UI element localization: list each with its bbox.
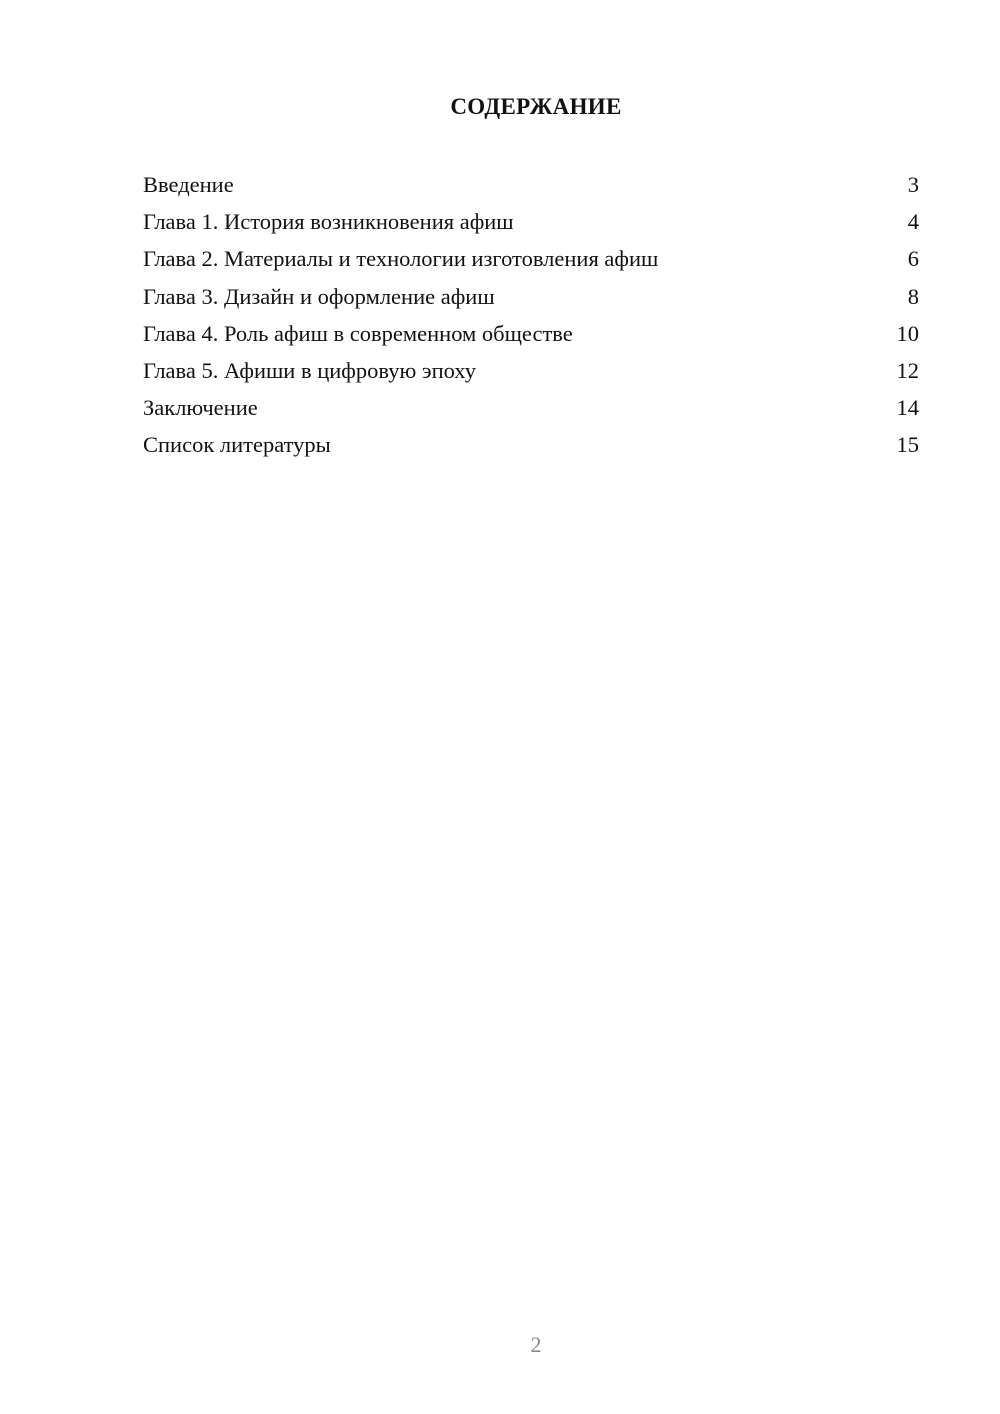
toc-entry-label: Глава 1. История возникновения афиш: [143, 209, 514, 235]
toc-entry-page: 12: [896, 357, 919, 383]
toc-entry-chapter-2: [143, 242, 919, 279]
toc-entry-page: 3: [907, 172, 919, 197]
toc-entry-page: 6: [907, 246, 919, 272]
table-of-contents: [143, 168, 919, 466]
toc-entry-chapter-4: [143, 317, 919, 354]
toc-entry-label: Заключение: [143, 395, 258, 421]
toc-entry-label: Глава 5. Афиши в цифровую эпоху: [143, 357, 476, 383]
toc-entry-chapter-1: [143, 205, 919, 242]
toc-entry-page: 8: [907, 283, 919, 309]
toc-entry-chapter-5: [143, 354, 919, 391]
toc-entry-label: Глава 2. Материалы и технологии изготовления афиш: [143, 246, 659, 272]
page-title: СОДЕРЖАНИЕ: [450, 94, 622, 119]
toc-entry-label: Глава 4. Роль афиш в современном обществе: [143, 320, 573, 346]
toc-entry-page: 10: [896, 320, 919, 346]
page-number: 2: [530, 1332, 542, 1357]
toc-entry-page: 14: [896, 395, 919, 421]
toc-entry-page: 15: [896, 432, 919, 458]
toc-entry-conclusion: [143, 391, 919, 428]
toc-entry-page: 4: [907, 209, 919, 235]
toc-entry-bibliography: [143, 428, 919, 465]
toc-entry-label: Глава 3. Дизайн и оформление афиш: [143, 283, 495, 309]
toc-entry-label: Введение: [143, 172, 234, 197]
toc-entry-chapter-3: [143, 280, 919, 317]
toc-entry-introduction: [143, 168, 919, 205]
toc-entry-label: Список литературы: [143, 432, 331, 458]
